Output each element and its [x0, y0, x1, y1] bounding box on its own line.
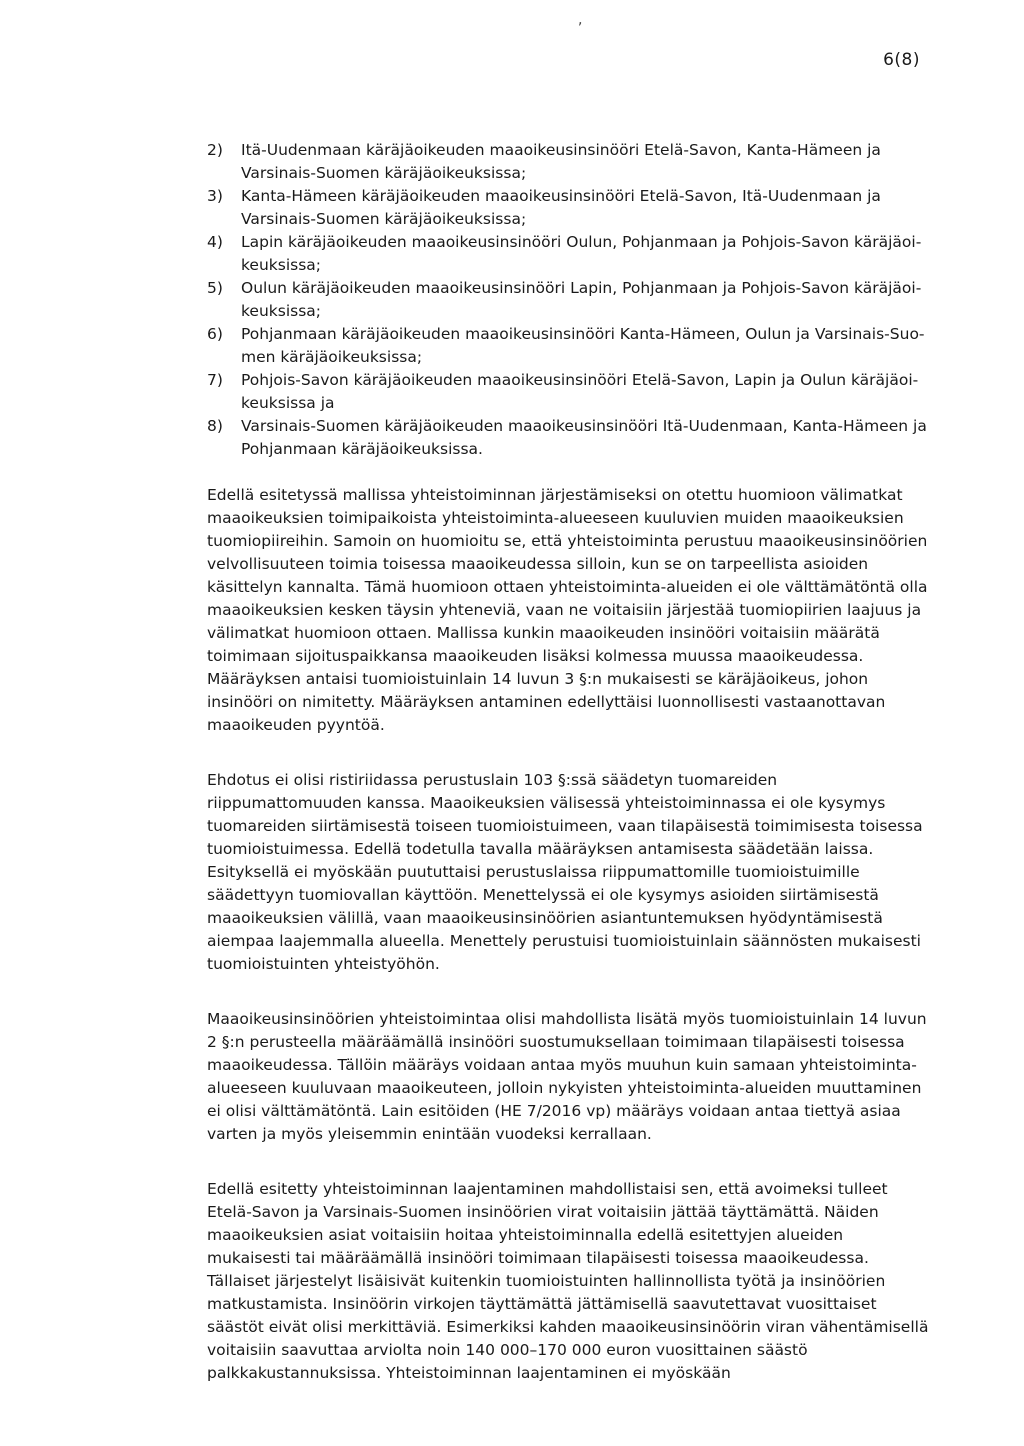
list-item-text: Pohjanmaan käräjäoikeuden maaoikeusinsinööri Kanta-Hämeen, Oulun ja Varsinais-Suomen käräjäoikeuksissa;	[241, 325, 925, 366]
list-item	[207, 323, 927, 369]
list-item-number: 5)	[207, 279, 223, 297]
list-item-text: Lapin käräjäoikeuden maaoikeusinsinööri Oulun, Pohjanmaan ja Pohjois-Savon käräjäoikeuksissa;	[241, 233, 922, 274]
list-item	[207, 369, 927, 415]
list-item	[207, 277, 927, 323]
list-item	[207, 185, 927, 231]
list-item-number: 7)	[207, 371, 223, 389]
list-item-number: 6)	[207, 325, 223, 343]
list-item-number: 8)	[207, 417, 223, 435]
list-item-number: 2)	[207, 141, 223, 159]
stray-mark: ,	[578, 12, 583, 28]
list-item	[207, 415, 927, 461]
list-item	[207, 139, 927, 185]
numbered-list	[207, 139, 927, 461]
list-item-number: 3)	[207, 187, 223, 205]
paragraph-laajentaminen: Edellä esitetty yhteistoiminnan laajentaminen mahdollistaisi sen, että avoimeksi tulleet Etelä-Savon ja Varsinais-Suomen insinöörien virat voitaisiin jättää täyttämättä. Näiden maaoikeuksien asiat voitaisiin hoitaa yhteistoiminnalla edellä esitettyjen alueiden mukaisesti tai määräämällä insinööri toimimaan tilapäisesti toisessa maaoikeudessa. Tällaiset järjestelyt lisäisivät kuitenkin tuomioistuinten hallinnollista työtä ja insinöörien matkustamista. Insinöörin virkojen täyttämättä jättämisellä saavutettavat vuosittaiset säästöt eivät olisi merkittäviä. Esimerkiksi kahden maaoikeusinsinöörin viran vähentämisellä voitaisiin saavuttaa arviolta noin 140 000–170 000 euron vuosittainen säästö palkkakustannuksissa. Yhteistoiminnan laajentaminen ei myöskään	[207, 1180, 929, 1382]
list-item-text: Pohjois-Savon käräjäoikeuden maaoikeusinsinööri Etelä-Savon, Lapin ja Oulun käräjäoikeuksissa ja	[241, 371, 919, 412]
page-number: 6(8)	[883, 50, 920, 70]
list-item-text: Kanta-Hämeen käräjäoikeuden maaoikeusinsinööri Etelä-Savon, Itä-Uudenmaan ja Varsinais-Suomen käräjäoikeuksissa;	[241, 187, 881, 228]
paragraph-perustuslaki: Ehdotus ei olisi ristiriidassa perustuslain 103 §:ssä säädetyn tuomareiden riippumattomuuden kanssa. Maaoikeuksien välisessä yhteistoiminnassa ei ole kysymys tuomareiden siirtämisestä toiseen tuomioistuimeen, vaan tilapäisestä toimimisesta toisessa tuomioistuimessa. Edellä todetulla tavalla määräyksen antamisesta säädetään laissa. Esityksellä ei myöskään puututtaisi perustuslaissa riippumattomille tuomioistuimille säädettyyn tuomiovallan käyttöön. Menettelyssä ei ole kysymys asioiden siirtämisestä maaoikeuksien välillä, vaan maaoikeusinsinöörien asiantuntemuksen hyödyntämisestä aiempaa laajemmalla alueella. Menettely perustuisi tuomioistuinlain säännösten mukaisesti tuomioistuinten yhteistyöhön.	[207, 771, 923, 973]
list-item-number: 4)	[207, 233, 223, 251]
body-text	[207, 484, 929, 1417]
paragraph-yhteistoiminta: Maaoikeusinsinöörien yhteistoimintaa olisi mahdollista lisätä myös tuomioistuinlain 14 luvun 2 §:n perusteella määräämällä insinööri suostumuksellaan toimimaan tilapäisesti toisessa maaoikeudessa. Tällöin määräys voidaan antaa myös muuhun kuin samaan yhteistoiminta-alueeseen kuuluvaan maaoikeuteen, jolloin nykyisten yhteistoiminta-alueiden muuttaminen ei olisi välttämätöntä. Lain esitöiden (HE 7/2016 vp) määräys voidaan antaa tiettyä asiaa varten ja myös yleisemmin enintään vuodeksi kerrallaan.	[207, 1010, 927, 1143]
list-item-text: Itä-Uudenmaan käräjäoikeuden maaoikeusinsinööri Etelä-Savon, Kanta-Hämeen ja Varsinais-Suomen käräjäoikeuksissa;	[241, 141, 881, 182]
list-item-text: Oulun käräjäoikeuden maaoikeusinsinööri Lapin, Pohjanmaan ja Pohjois-Savon käräjäoikeuksissa;	[241, 279, 922, 320]
paragraph-mallissa: Edellä esitetyssä mallissa yhteistoiminnan järjestämiseksi on otettu huomioon välimatkat maaoikeuksien toimipaikoista yhteistoiminta-alueeseen kuuluvien muiden maaoikeuksien tuomiopiireihin. Samoin on huomioitu se, että yhteistoiminta perustuu maaoikeusinsinöörien velvollisuuteen toimia toisessa maaoikeudessa silloin, kun se on tarpeellista asioiden käsittelyn kannalta. Tämä huomioon ottaen yhteistoiminta-alueiden ei ole välttämätöntä olla maaoikeuksien kesken täysin yhteneviä, vaan ne voitaisiin järjestää tuomiopiirien laajuus ja välimatkat huomioon ottaen. Mallissa kunkin maaoikeuden insinööri voitaisiin määrätä toimimaan sijoituspaikkansa maaoikeuden lisäksi kolmessa muussa maaoikeudessa. Määräyksen antaisi tuomioistuinlain 14 luvun 3 §:n mukaisesti se käräjäoikeus, johon insinööri on nimitetty. Määräyksen antaminen edellyttäisi luonnollisesti vastaanottavan maaoikeuden pyyntöä.	[207, 486, 928, 734]
list-item-text: Varsinais-Suomen käräjäoikeuden maaoikeusinsinööri Itä-Uudenmaan, Kanta-Hämeen ja Pohjanmaan käräjäoikeuksissa.	[241, 417, 927, 458]
list-item	[207, 231, 927, 277]
